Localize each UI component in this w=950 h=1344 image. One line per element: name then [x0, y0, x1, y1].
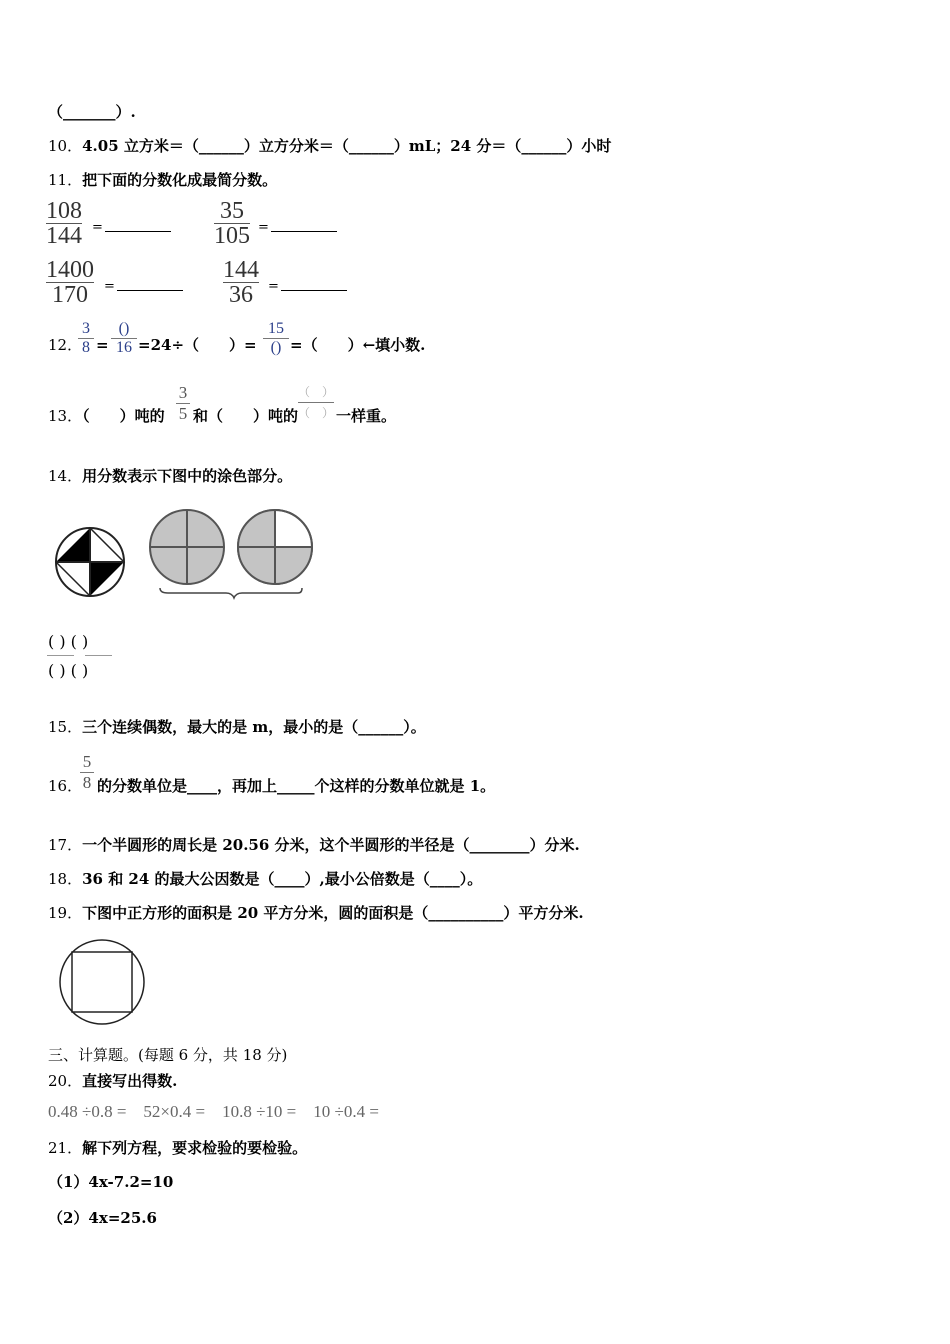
q14-answer-bar-2	[85, 655, 112, 656]
question-11	[48, 170, 277, 190]
denominator: （ ）	[298, 406, 335, 420]
numerator: 5	[82, 752, 92, 771]
question-21	[48, 1138, 307, 1158]
denominator: 105	[214, 223, 250, 249]
q11-fraction-2	[214, 199, 250, 248]
q13-part-1: （ ）吨的	[82, 407, 165, 425]
answer-blank[interactable]	[271, 231, 337, 232]
denominator: 5	[178, 404, 188, 423]
equals-sign: =	[104, 279, 115, 294]
number-label: 16．	[48, 777, 83, 795]
numerator: 144	[223, 257, 259, 283]
q13-part-3: 一样重。	[336, 407, 397, 425]
numerator: 1400	[46, 257, 94, 283]
q11-number: 11．	[48, 171, 83, 189]
q19-square-in-circle-figure	[56, 936, 148, 1028]
denominator: 144	[46, 223, 82, 249]
q16-fraction	[80, 752, 94, 793]
q14-number: 14．	[48, 467, 83, 485]
numerator: 3	[178, 383, 188, 402]
q21-text: 解下列方程，要求检验的要检验。	[82, 1139, 308, 1157]
q13-blank-fraction	[298, 382, 334, 423]
q16-number	[48, 776, 82, 796]
answer-blank[interactable]	[281, 290, 347, 291]
q18-number: 18．	[48, 870, 83, 888]
section-3-title: 三、计算题。(每题 6 分，共 18 分)	[48, 1046, 288, 1064]
q11-fraction-1	[46, 199, 82, 248]
numerator: 35	[220, 198, 244, 224]
q14-text: 用分数表示下图中的涂色部分。	[82, 467, 293, 485]
q14-answer-numerators[interactable]: ( ) ( )	[48, 632, 89, 651]
q15-number: 15．	[48, 718, 83, 736]
q12-fraction-2	[111, 320, 137, 357]
q21-number: 21．	[48, 1139, 83, 1157]
q17-number: 17．	[48, 836, 83, 854]
q18-text: 36 和 24 的最大公因数是（____）,最小公倍数是（____）。	[82, 870, 483, 888]
three-quarter-shaded-circle	[238, 510, 312, 584]
q20-text: 直接写出得数.	[82, 1072, 178, 1090]
q11-text: 把下面的分数化成最简分数。	[82, 171, 278, 189]
q11-answer-4[interactable]	[268, 279, 347, 294]
denominator: 8	[82, 773, 92, 792]
q15-text: 三个连续偶数，最大的是 m，最小的是（______）。	[82, 718, 426, 736]
q10-number: 10．	[48, 137, 83, 155]
equals-sign: =	[92, 220, 103, 235]
denominator: 16	[116, 339, 132, 356]
q21-part-2: （2）4x=25.6	[48, 1209, 157, 1227]
q16-text: 的分数单位是____，再加上_____个这样的分数单位就是 1。	[97, 777, 496, 795]
q20-expressions: 0.48 ÷0.8 = 52×0.4 = 10.8 ÷10 = 10 ÷0.4 =	[48, 1102, 379, 1121]
numerator: 3	[82, 320, 90, 337]
answer-blank[interactable]	[117, 290, 183, 291]
q20-number: 20．	[48, 1072, 83, 1090]
q10-text: 4.05 立方米＝（______）立方分米＝（______）mL；24 分＝（______）小时	[82, 137, 612, 155]
q17-text: 一个半圆形的周长是 20.56 分米，这个半圆形的半径是（________）分米.	[82, 836, 580, 854]
denominator: ()	[270, 339, 282, 356]
q21-part-1: （1）4x-7.2=10	[48, 1173, 174, 1191]
brace-icon	[160, 588, 302, 598]
q19-text: 下图中正方形的面积是 20 平方分米，圆的面积是（__________）平方分米.	[82, 904, 584, 922]
question-18	[48, 869, 482, 889]
q11-answer-1[interactable]	[92, 220, 171, 235]
q14-answer-denominators[interactable]: ( ) ( )	[48, 661, 89, 680]
question-15	[48, 717, 426, 737]
equals-sign: =	[258, 220, 269, 235]
numerator: 15	[268, 320, 284, 337]
question-19	[48, 903, 584, 923]
quarter-triangle-circle	[56, 528, 124, 596]
q13-number: 13．	[48, 407, 83, 425]
question-20	[48, 1071, 177, 1091]
q11-fraction-3	[46, 258, 94, 307]
question-10	[48, 136, 611, 156]
q12-number	[48, 335, 82, 355]
denominator: 8	[82, 339, 90, 356]
number-label: 12．	[48, 336, 83, 354]
q12-fraction-1	[78, 320, 94, 357]
q12-eq1: =	[96, 336, 109, 354]
denominator: 36	[229, 282, 253, 308]
full-shaded-circle	[150, 510, 224, 584]
numerator: ()	[118, 320, 130, 337]
q11-fraction-4	[223, 258, 259, 307]
q12-middle: =24÷（ ）=	[138, 336, 257, 354]
q11-answer-3[interactable]	[104, 279, 183, 294]
q9-tail: （_______）.	[48, 103, 136, 121]
q12-tail: =（ ）←填小数.	[290, 336, 426, 354]
question-13	[48, 406, 165, 426]
question-14	[48, 466, 292, 486]
q14-answer-bar-1	[47, 655, 74, 656]
q11-answer-2[interactable]	[258, 220, 337, 235]
answer-blank[interactable]	[105, 231, 171, 232]
q19-number: 19．	[48, 904, 83, 922]
denominator: 170	[52, 282, 88, 308]
numerator: （ ）	[298, 385, 335, 399]
q12-fraction-3	[263, 320, 289, 357]
numerator: 108	[46, 198, 82, 224]
q13-fraction	[176, 383, 190, 424]
q13-part-2: 和（ ）吨的	[193, 407, 299, 425]
q14-circles-figure	[50, 500, 330, 604]
question-17	[48, 835, 580, 855]
equals-sign: =	[268, 279, 279, 294]
